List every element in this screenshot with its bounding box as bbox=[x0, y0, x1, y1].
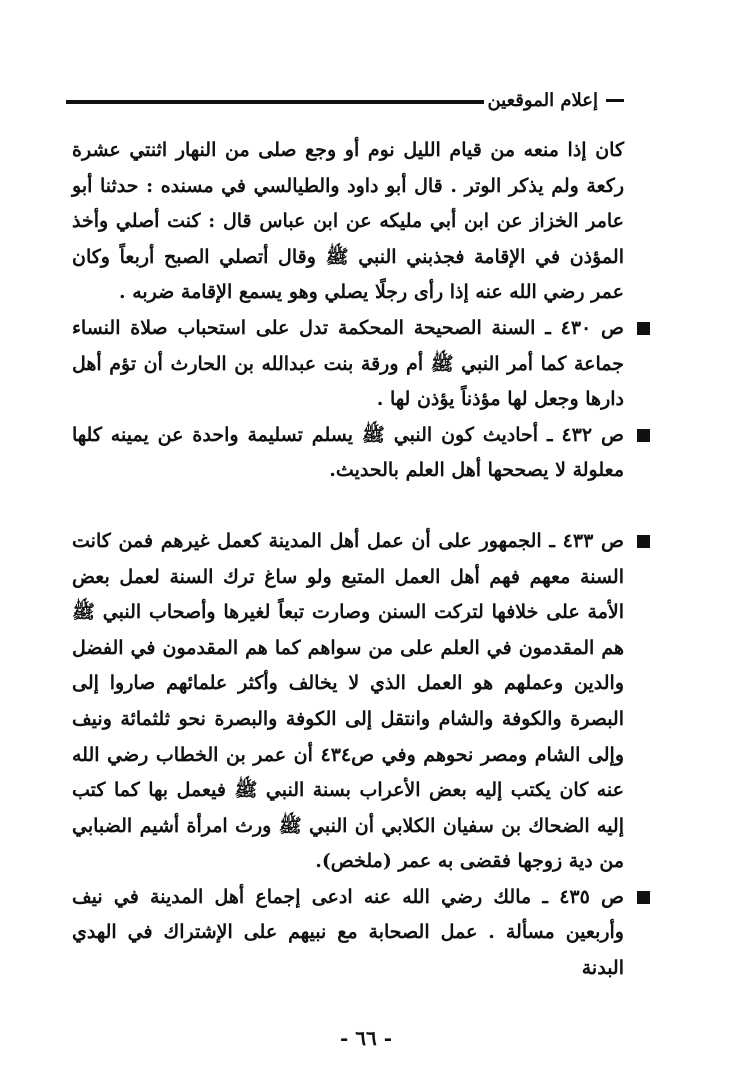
page-body bbox=[72, 133, 624, 987]
page-number: - ٦٦ - bbox=[339, 1026, 392, 1050]
entry-433 bbox=[72, 524, 624, 880]
spacer bbox=[72, 489, 624, 524]
entry-text: ص ٤٣٢ ـ أحاديث كون النبي ﷺ يسلم تسليمة واحدة عن يمينه كلها معلولة لا يصححها أهل العلم بالحديث. bbox=[72, 423, 624, 482]
entry-text: ص ٤٣٠ ـ السنة الصحيحة المحكمة تدل على استحباب صلاة النساء جماعة كما أمر النبي ﷺ أم ورقة بنت عبدالله بن الحارث أن تؤم أهل دارها وجعل لها مؤذناً يؤذن لها . bbox=[72, 316, 624, 411]
entry-text: ص ٤٣٥ ـ مالك رضي الله عنه ادعى إجماع أهل المدينة في نيف وأربعين مسألة . عمل الصحابة مع نبيهم على الإشتراك في الهدي البدنة bbox=[72, 885, 624, 980]
square-bullet-icon bbox=[637, 891, 650, 904]
entry-430 bbox=[72, 311, 624, 418]
square-bullet-icon bbox=[637, 322, 650, 335]
entry-text: ص ٤٣٣ ـ الجمهور على أن عمل أهل المدينة كعمل غيرهم فمن كانت السنة معهم فهم أهل العمل المتبع ولو ساغ ترك السنة لعمل بعض الأمة على خلافها لتركت السنن وصارت تبعاً لغيرها وأصحاب النبي ﷺ هم المقدمون في العلم على من سواهم كما هم المقدمون في الفضل والدين وعملهم هو العمل الذي لا يخالف وأكثر علمائهم صاروا إلى البصرة والكوفة والشام وانتقل إلى الكوفة والبصرة نحو ثلثمائة ونيف وإلى الشام ومصر نحوهم وفي ص٤٣٤ أن عمر بن الخطاب رضي الله عنه كان يكتب إليه بعض الأعراب بسنة النبي ﷺ فيعمل بها كما كتب إليه الضحاك بن سفيان الكلابي أن النبي ﷺ ورث امرأة أشيم الضبابي من دية زوجها فقضى به عمر (ملخص). bbox=[72, 529, 625, 873]
square-bullet-icon bbox=[637, 429, 650, 442]
entry-432 bbox=[72, 418, 624, 489]
running-header bbox=[66, 90, 624, 114]
square-bullet-icon bbox=[637, 535, 650, 548]
header-dash bbox=[606, 99, 624, 102]
entry-435 bbox=[72, 880, 624, 987]
header-title: إعلام الموقعين bbox=[487, 90, 598, 111]
header-rule bbox=[66, 100, 484, 104]
intro-paragraph: كان إذا منعه من قيام الليل نوم أو وجع صلى من النهار اثنتي عشرة ركعة ولم يذكر الوتر . قال أبو داود والطيالسي في مسنده : حدثنا أبو عامر الخزاز عن ابن أبي مليكه عن ابن عباس قال : كنت أصلي وأخذ المؤذن في الإقامة فجذبني النبي ﷺ وقال أتصلي الصبح أربعاً وكان عمر رضي الله عنه إذا رأى رجلًا يصلي وهو يسمع الإقامة ضربه . bbox=[72, 139, 624, 304]
